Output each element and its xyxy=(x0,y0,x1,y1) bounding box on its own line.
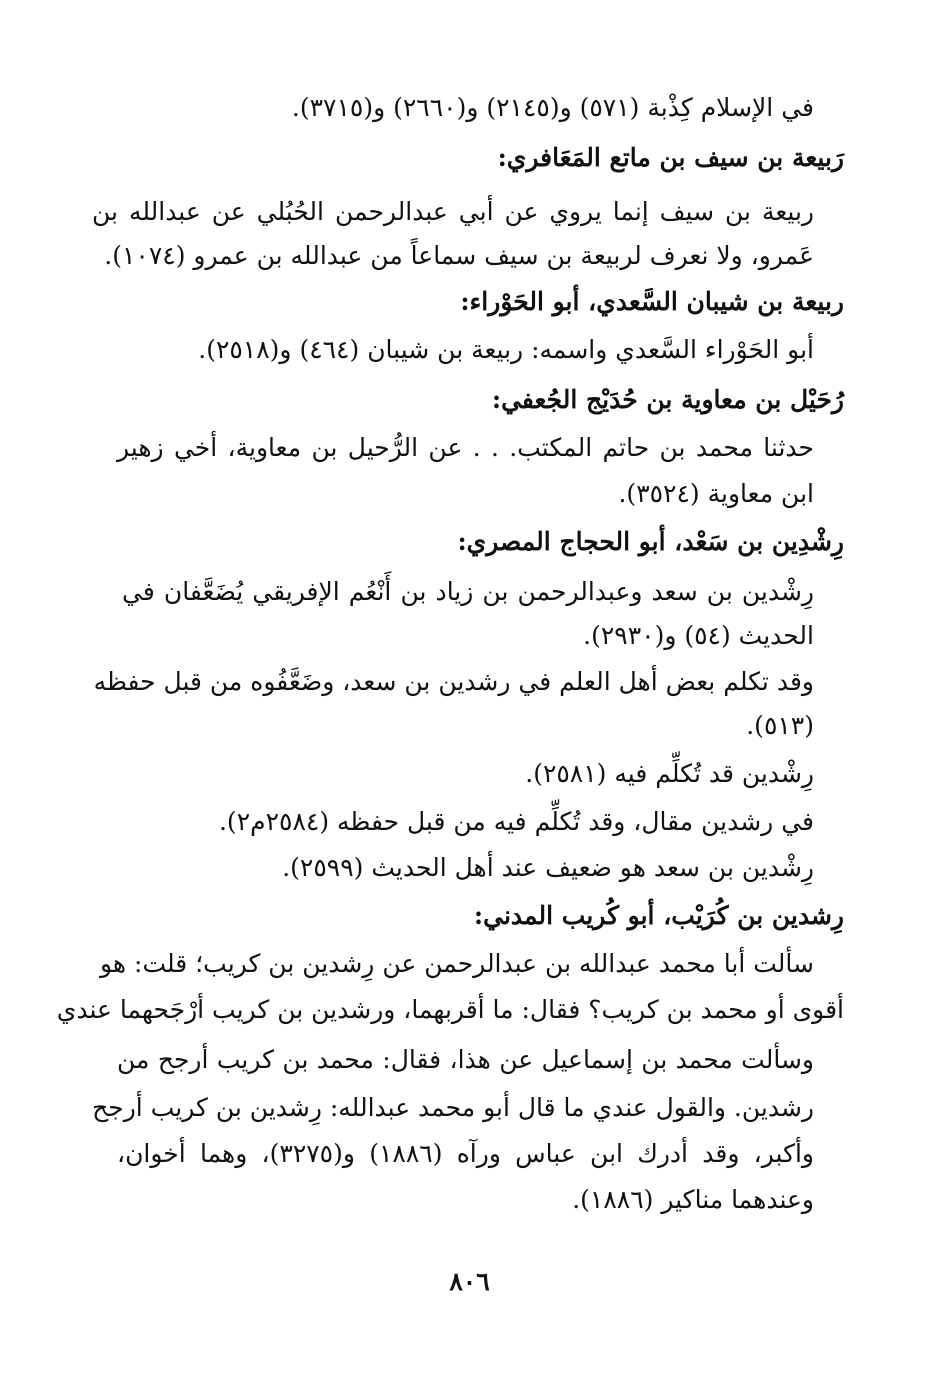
text-line: وأكبر، وقد أدرك ابن عباس ورآه (١٨٨٦) و(٣٢٧٥)، وهما أخوان، xyxy=(117,1139,815,1168)
entry-heading: رَبيعة بن سيف بن ماتع المَعَافري: xyxy=(497,143,844,172)
text-line: في رشدين مقال، وقد تُكلِّم فيه من قبل حفظه (٢٥٨٤م٢). xyxy=(218,807,814,836)
text-line: أبو الحَوْراء السَّعدي واسمه: ربيعة بن شيبان (٤٦٤) و(٢٥١٨). xyxy=(198,335,814,364)
entry-heading: رِشدين بن كُرَيْب، أبو كُريب المدني: xyxy=(473,901,844,930)
text-line: حدثنا محمد بن حاتم المكتب. . . عن الرُّحيل بن معاوية، أخي زهير xyxy=(117,433,814,462)
text-line: في الإسلام كِذْبة (٥٧١) و(٢١٤٥) و(٢٦٦٠) و(٣٧١٥). xyxy=(291,93,814,122)
text-line: رشدين. والقول عندي ما قال أبو محمد عبدالله: رِشدين بن كريب أرجح xyxy=(92,1093,814,1122)
entry-heading: رِشْدِين بن سَعْد، أبو الحجاج المصري: xyxy=(457,527,844,556)
text-line: رِشْدين قد تُكلِّم فيه (٢٥٨١). xyxy=(525,759,814,788)
entry-heading: رُحَيْل بن معاوية بن حُدَيْج الجُعفي: xyxy=(491,385,844,414)
text-line: رِشْدين بن سعد وعبدالرحمن بن زياد بن أَنْعُم الإفريقي يُضَعَّفان في xyxy=(122,577,814,606)
text-line: (٥١٣). xyxy=(746,711,814,740)
text-line: سألت أبا محمد عبدالله بن عبدالرحمن عن رِشدين بن كريب؛ قلت: هو xyxy=(100,949,814,978)
text-line: ابن معاوية (٣٥٢٤). xyxy=(618,479,814,508)
page-number: ٨٠٦ xyxy=(449,1267,490,1296)
text-line: رِشْدين بن سعد هو ضعيف عند أهل الحديث (٢٥٩٩). xyxy=(282,853,814,882)
text-line: عَمرو، ولا نعرف لربيعة بن سيف سماعاً من عبدالله بن عمرو (١٠٧٤). xyxy=(104,241,814,270)
text-line: ربيعة بن سيف إنما يروي عن أبي عبدالرحمن الحُبُلي عن عبدالله بن xyxy=(92,197,814,226)
text-line: وعندهما مناكير (١٨٨٦). xyxy=(572,1185,814,1214)
text-line: أقوى أو محمد بن كريب؟ فقال: ما أقربهما، ورشدين بن كريب أرْجَحهما عندي xyxy=(56,995,844,1024)
entry-heading: ربيعة بن شيبان السَّعدي، أبو الحَوْراء: xyxy=(460,287,844,316)
text-line: الحديث (٥٤) و(٢٩٣٠). xyxy=(583,621,814,650)
text-line: وقد تكلم بعض أهل العلم في رشدين بن سعد، وضَعَّفُوه من قبل حفظه xyxy=(93,667,814,696)
text-line: وسألت محمد بن إسماعيل عن هذا، فقال: محمد بن كريب أرجح من xyxy=(117,1045,814,1074)
